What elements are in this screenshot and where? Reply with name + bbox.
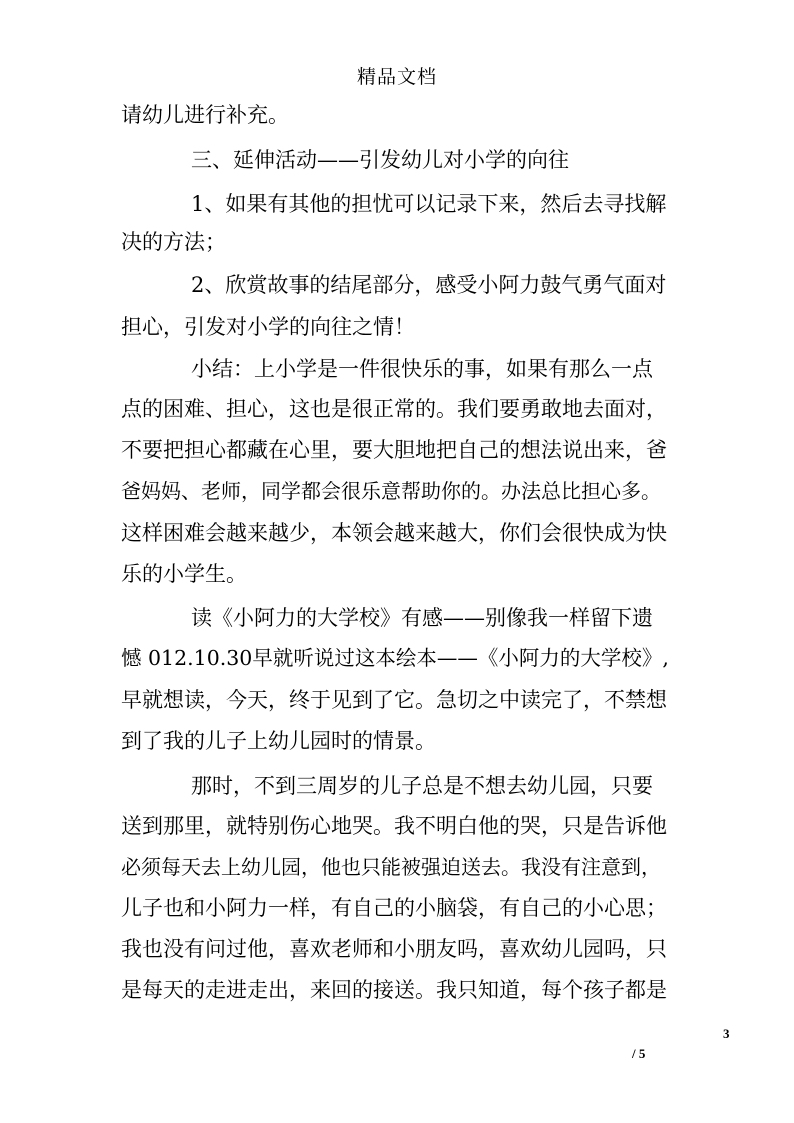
text-line: 必须每天去上幼儿园，他也只能被强迫送去。我没有注意到， — [121, 855, 661, 879]
text-line: 我也没有问过他，喜欢老师和小朋友吗，喜欢幼儿园吗，只 — [121, 937, 667, 961]
text-line: 早就想读，今天，终于见到了它。急切之中读完了，不禁想 — [121, 688, 667, 712]
text-line: 到了我的儿子上幼儿园时的情景。 — [121, 729, 436, 753]
text-line: 读《小阿力的大学校》有感——别像我一样留下遗 — [191, 606, 653, 630]
text-line: 三、延伸活动——引发幼儿对小学的向往 — [191, 148, 569, 172]
text-line: 送到那里，就特别伤心地哭。我不明白他的哭，只是告诉他 — [121, 814, 667, 838]
text-line: 是每天的走进走出，来回的接送。我只知道，每个孩子都是 — [121, 978, 667, 1002]
text-line: 决的方法； — [121, 230, 226, 254]
text-line: 1、如果有其他的担忧可以记录下来，然后去寻找解 — [191, 192, 667, 216]
text-line: 儿子也和小阿力一样，有自己的小脑袋，有自己的小心思； — [121, 896, 667, 920]
text-line: 小结：上小学是一件很快乐的事，如果有那么一点 — [191, 357, 653, 381]
text-line: 憾 012.10.30早就听说过这本绘本——《小阿力的大学校》, — [121, 646, 669, 670]
text-line: 不要把担心都藏在心里，要大胆地把自己的想法说出来，爸 — [121, 438, 667, 462]
text-line: 爸妈妈、老师，同学都会很乐意帮助你的。办法总比担心多。 — [121, 479, 661, 503]
page-number: 3 — [723, 1026, 730, 1041]
text-line: 担心，引发对小学的向往之情！ — [121, 315, 415, 339]
text-line: 乐的小学生。 — [121, 562, 247, 586]
text-line: 2、欣赏故事的结尾部分，感受小阿力鼓气勇气面对 — [191, 273, 667, 297]
text-line: 点的困难、担心，这也是很正常的。我们要勇敢地去面对， — [121, 397, 667, 421]
text-line: 这样困难会越来越少，本领会越来越大，你们会很快成为快 — [121, 521, 667, 545]
text-line: 请幼儿进行补充。 — [121, 103, 289, 127]
page-header-title: 精品文档 — [356, 66, 437, 88]
text-line: 那时，不到三周岁的儿子总是不想去幼儿园，只要 — [191, 774, 653, 798]
page-total: / 5 — [632, 1046, 646, 1061]
